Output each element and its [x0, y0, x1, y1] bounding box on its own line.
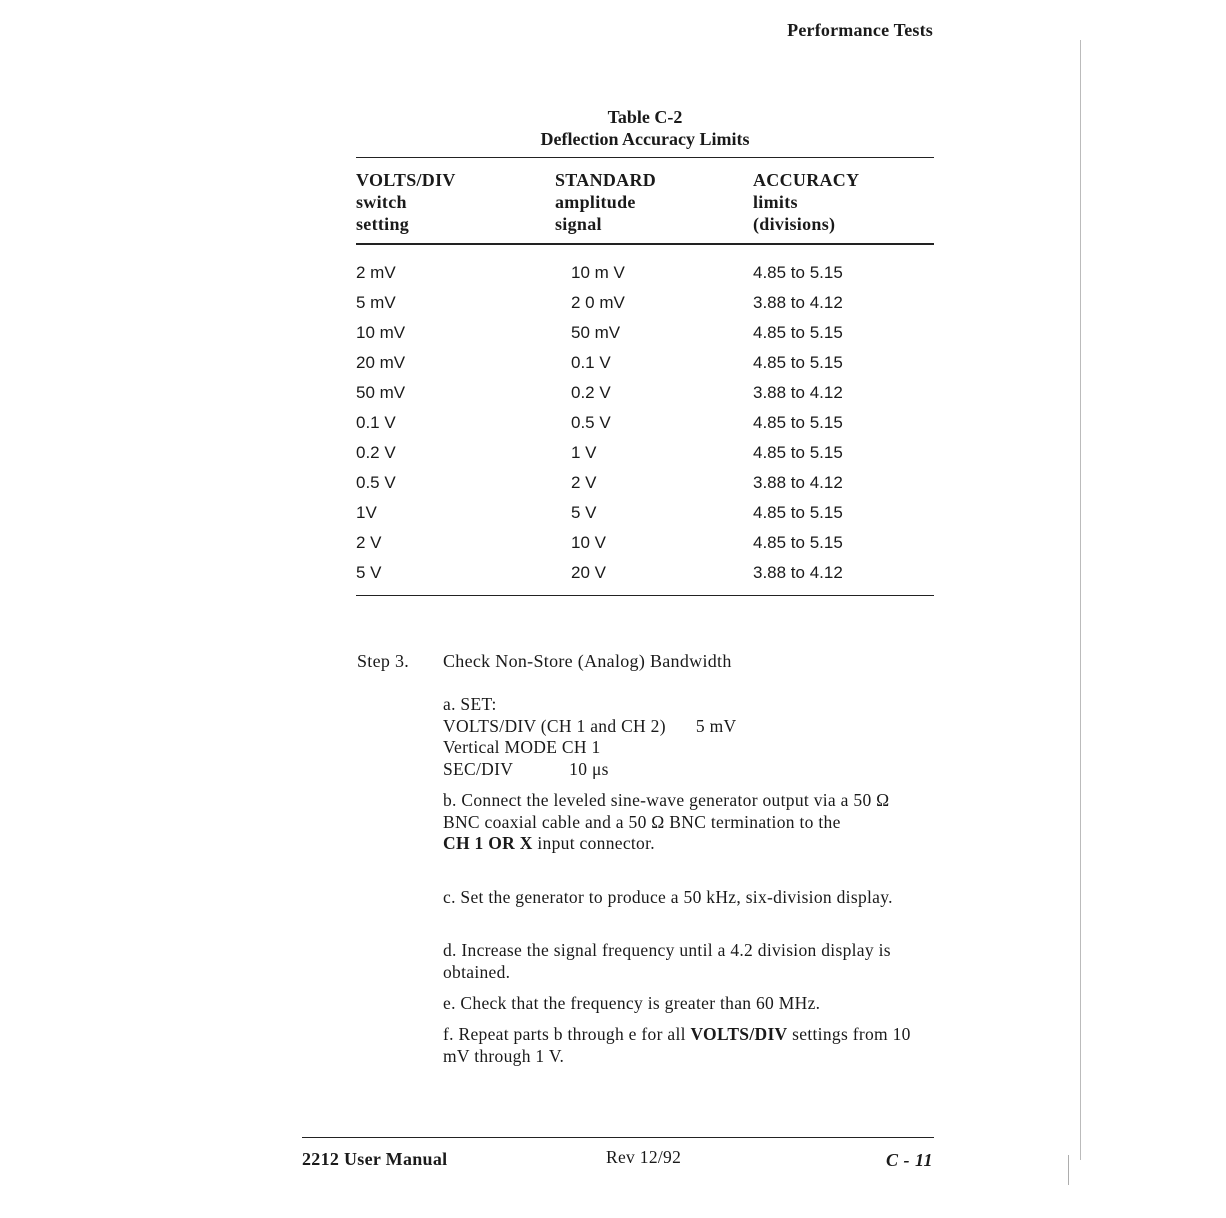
setting-label: SEC/DIV [443, 758, 514, 779]
volts-div-cell: 0.2 V [356, 443, 396, 462]
table-row [356, 528, 934, 558]
table-row [356, 438, 934, 468]
connector-name: CH 1 OR X [443, 833, 533, 853]
column-header-line: switch [356, 192, 407, 212]
table-row [356, 498, 934, 528]
scan-edge-line [1080, 40, 1081, 1160]
volts-div-cell: 5 V [356, 563, 382, 582]
column-header-accuracy-limits [753, 169, 859, 235]
table-row [356, 348, 934, 378]
column-header-line: (divisions) [753, 214, 836, 234]
column-header-line: ACCURACY [753, 170, 860, 190]
accuracy-cell: 3.88 to 4.12 [753, 563, 843, 582]
accuracy-cell: 4.85 to 5.15 [753, 323, 843, 342]
step-f-pre: f. Repeat parts b through e for all [443, 1024, 691, 1044]
table-row [356, 318, 934, 348]
accuracy-cell: 4.85 to 5.15 [753, 503, 843, 522]
volts-div-cell: 5 mV [356, 293, 396, 312]
standard-signal-cell: 5 V [571, 503, 597, 522]
column-header-line: amplitude [555, 192, 636, 212]
scan-edge-line [1068, 1155, 1069, 1185]
table-title: Deflection Accuracy Limits [540, 129, 750, 149]
accuracy-cell: 3.88 to 4.12 [753, 293, 843, 312]
standard-signal-cell: 10 V [571, 533, 606, 552]
step-c: c. Set the generator to produce a 50 kHz, six-division display. [443, 887, 893, 907]
running-header: Performance Tests [787, 20, 933, 40]
standard-signal-cell: 2 V [571, 473, 597, 492]
table-row [356, 258, 934, 288]
footer-rule [302, 1137, 934, 1138]
table-caption [356, 106, 934, 150]
setting-vertical-mode: Vertical MODE CH 1 [443, 737, 601, 757]
column-header-line: signal [555, 214, 602, 234]
step-b [443, 790, 923, 855]
table-body [356, 258, 934, 588]
standard-signal-cell: 1 V [571, 443, 597, 462]
standard-signal-cell: 0.2 V [571, 383, 611, 402]
column-header-line: limits [753, 192, 798, 212]
volts-div-cell: 20 mV [356, 353, 406, 372]
column-header-line: STANDARD [555, 170, 657, 190]
accuracy-cell: 3.88 to 4.12 [753, 383, 843, 402]
standard-signal-cell: 20 V [571, 563, 606, 582]
step-f-post: settings from 10 mV through 1 V. [443, 1024, 911, 1066]
table-row [356, 408, 934, 438]
volts-div-cell: 50 mV [356, 383, 406, 402]
table-row [356, 468, 934, 498]
setting-value: 5 mV [695, 715, 737, 736]
accuracy-cell: 4.85 to 5.15 [753, 443, 843, 462]
standard-signal-cell: 2 0 mV [571, 293, 625, 312]
standard-signal-cell: 0.1 V [571, 353, 611, 372]
step-d: d. Increase the signal frequency until a 4.2 division display is obtained. [443, 940, 891, 982]
step-f [443, 1024, 923, 1067]
table-bottom-rule [356, 595, 934, 596]
step-title: Check Non-Store (Analog) Bandwidth [443, 651, 732, 671]
step-e: e. Check that the frequency is greater than 60 MHz. [443, 993, 821, 1013]
setting-value: 10 μs [569, 758, 609, 779]
step-label: Step 3. [357, 651, 410, 671]
table-number: Table C-2 [607, 107, 683, 127]
table-header-rule [356, 243, 934, 245]
step-f-bold: VOLTS/DIV [690, 1024, 788, 1044]
volts-div-cell: 2 mV [356, 263, 396, 282]
table-row [356, 378, 934, 408]
volts-div-cell: 10 mV [356, 323, 406, 342]
table-top-rule [356, 157, 934, 158]
step-b-rest: input connector. [532, 833, 655, 853]
column-header-line: VOLTS/DIV [356, 170, 456, 190]
column-header-line: setting [356, 214, 410, 234]
footer-page-number: C - 11 [885, 1150, 933, 1170]
volts-div-cell: 2 V [356, 533, 382, 552]
accuracy-cell: 4.85 to 5.15 [753, 413, 843, 432]
standard-signal-cell: 0.5 V [571, 413, 611, 432]
accuracy-cell: 3.88 to 4.12 [753, 473, 843, 492]
standard-signal-cell: 50 mV [571, 323, 621, 342]
step-a-heading: a. SET: [443, 694, 497, 714]
accuracy-cell: 4.85 to 5.15 [753, 263, 843, 282]
setting-sec-div [443, 759, 923, 781]
table-row [356, 558, 934, 588]
table-row [356, 288, 934, 318]
footer-manual-title: 2212 User Manual [302, 1149, 448, 1169]
volts-div-cell: 1V [356, 503, 377, 522]
setting-label: VOLTS/DIV (CH 1 and CH 2) [443, 715, 666, 736]
accuracy-cell: 4.85 to 5.15 [753, 533, 843, 552]
setting-volts-div [443, 716, 923, 738]
column-header-standard-signal [555, 169, 656, 235]
footer-revision: Rev 12/92 [606, 1147, 682, 1167]
volts-div-cell: 0.5 V [356, 473, 396, 492]
standard-signal-cell: 10 m V [571, 263, 625, 282]
column-header-volts-div [356, 169, 456, 235]
volts-div-cell: 0.1 V [356, 413, 396, 432]
step-b-text: b. Connect the leveled sine-wave generator output via a 50 Ω BNC coaxial cable and a 50 Ω BNC termination to the [443, 790, 890, 832]
step-a-settings [443, 694, 923, 780]
accuracy-cell: 4.85 to 5.15 [753, 353, 843, 372]
